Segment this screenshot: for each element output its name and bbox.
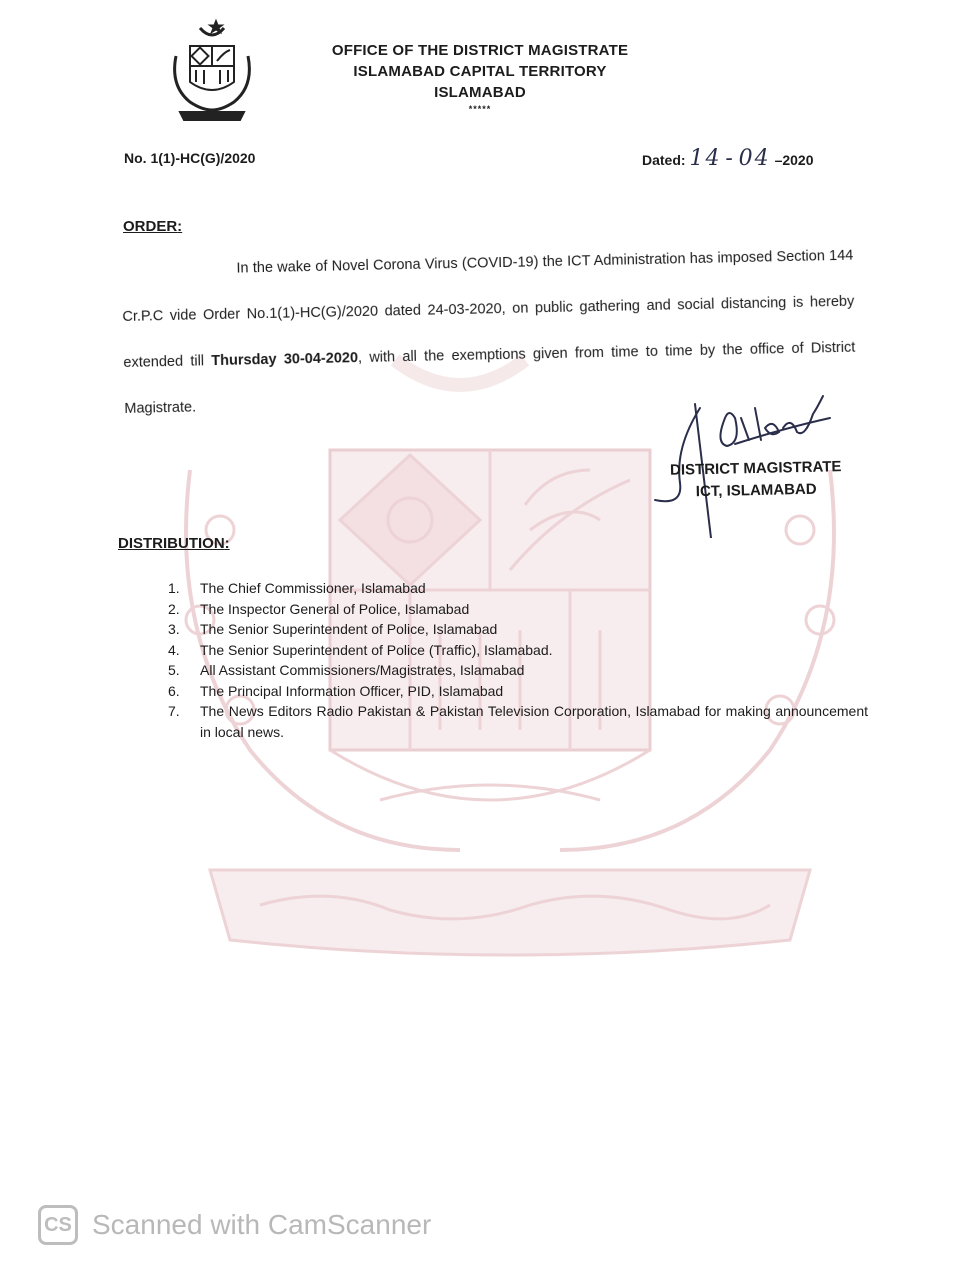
distribution-heading: DISTRIBUTION:: [118, 535, 230, 552]
office-header: [310, 40, 650, 115]
header-line-2: ISLAMABAD CAPITAL TERRITORY: [353, 63, 607, 80]
list-item: 2. The Inspector General of Police, Islamabad: [168, 600, 470, 617]
dated-line: Dated: 14 - 04 –2020: [642, 146, 814, 171]
camscanner-footer: [38, 1200, 431, 1250]
pakistan-emblem-icon: [162, 16, 262, 124]
camscanner-logo-icon: CS: [38, 1205, 78, 1245]
signatory-title: DISTRICT MAGISTRATE: [669, 458, 842, 479]
header-line-3: ISLAMABAD: [434, 84, 526, 101]
header-line-1: OFFICE OF THE DISTRICT MAGISTRATE: [331, 42, 629, 59]
order-heading: ORDER:: [123, 218, 183, 235]
dated-label: Dated:: [642, 152, 686, 168]
list-item: 1. The Chief Commissioner, Islamabad: [168, 580, 426, 596]
list-item: 7. The News Editors Radio Pakistan & Pakistan Television Corporation, Islamabad for making announcement in local news.: [168, 703, 868, 740]
reference-number: No. 1(1)-HC(G)/2020: [124, 150, 256, 166]
order-extension-date: Thursday 30-04-2020: [211, 350, 359, 370]
signatory-office: ICT, ISLAMABAD: [695, 480, 817, 501]
header-stars: *****: [468, 104, 492, 114]
order-text-part-1: In the wake of Novel Corona Virus (COVID-19) the ICT Administration has imposed Section 144 Cr.P.C vide Order No.1(1)-HC(G)/2020 dated 24-03-2020, on public gathering and social distancing is hereby extended till: [122, 247, 855, 371]
signatory-block: [656, 456, 857, 504]
list-item: 3. The Senior Superintendent of Police, Islamabad: [168, 621, 498, 637]
dated-year: 2020: [782, 152, 814, 168]
list-item: 5. All Assistant Commissioners/Magistrates, Islamabad: [168, 662, 525, 678]
dated-month-handwritten: 04: [738, 146, 771, 171]
order-text-part-2: , with all the exemptions given from time to time by the office of District Magistrate.: [124, 339, 856, 417]
camscanner-text: Scanned with CamScanner: [92, 1209, 432, 1240]
distribution-list: [168, 578, 868, 742]
list-item: 6. The Principal Information Officer, PID, Islamabad: [168, 682, 504, 699]
list-item: 4. The Senior Superintendent of Police (Traffic), Islamabad.: [168, 641, 553, 658]
dated-day-handwritten: 14: [689, 146, 722, 171]
